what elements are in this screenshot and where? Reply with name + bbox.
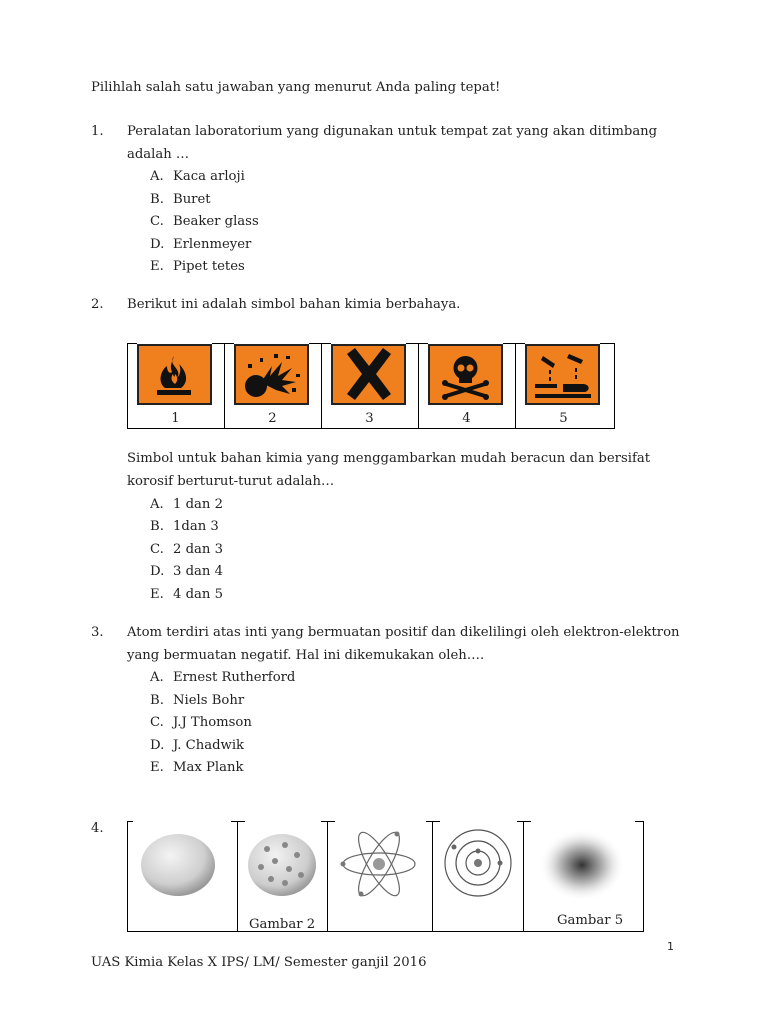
option-text: 1 dan 2: [173, 497, 223, 512]
bohr-model-icon: [442, 827, 514, 899]
option-text: Ernest Rutherford: [173, 670, 296, 685]
corrosive-icon: [525, 344, 600, 405]
option-letter: B.: [150, 192, 164, 207]
option-text: Niels Bohr: [173, 693, 245, 708]
question-text: korosif berturut-turut adalah…: [127, 474, 335, 489]
hazard-cell: [515, 343, 612, 429]
atom-cell: [523, 821, 643, 932]
option-letter: C.: [150, 542, 164, 557]
flammable-icon: [137, 344, 212, 405]
question-text: Simbol untuk bahan kimia yang menggambarkan mudah beracun dan bersifat: [127, 451, 651, 466]
question-number: 4.: [91, 821, 104, 836]
instruction: Pilihlah salah satu jawaban yang menurut Anda paling tepat!: [91, 80, 501, 95]
figure-label: Gambar 2: [249, 917, 316, 932]
symbol-number-label: 1: [171, 411, 180, 426]
option-letter: A.: [150, 670, 164, 685]
option-text: Erlenmeyer: [173, 237, 252, 252]
option-text: Max Plank: [173, 760, 244, 775]
page-number: 1: [667, 940, 674, 953]
option-text: J.J Thomson: [173, 715, 252, 730]
option-letter: D.: [150, 738, 165, 753]
option-letter: B.: [150, 519, 164, 534]
option-letter: A.: [150, 497, 164, 512]
option-text: Buret: [173, 192, 211, 207]
atom-model-table: [127, 821, 644, 932]
question-text: yang bermuatan negatif. Hal ini dikemukakan oleh….: [127, 648, 485, 663]
option-text: J. Chadwik: [173, 738, 245, 753]
option-text: 4 dan 5: [173, 587, 223, 602]
figure-label: Gambar 5: [557, 913, 624, 928]
harmful-x-icon: [331, 344, 406, 405]
electron-cloud-model-icon: [537, 827, 627, 903]
hazard-cell: [418, 343, 516, 429]
question-number: 1.: [91, 124, 104, 139]
option-letter: D.: [150, 237, 165, 252]
toxic-skull-icon: [428, 344, 503, 405]
option-letter: A.: [150, 169, 164, 184]
option-letter: B.: [150, 693, 164, 708]
atom-cell: [432, 821, 524, 932]
hazard-cell: [127, 343, 225, 429]
option-letter: E.: [150, 587, 164, 602]
question-text: Atom terdiri atas inti yang bermuatan positif dan dikelilingi oleh elektron-elektron: [127, 625, 680, 640]
question-number: 3.: [91, 625, 104, 640]
atom-cell: [327, 821, 433, 932]
atom-cell: [237, 821, 328, 932]
option-text: 3 dan 4: [173, 564, 223, 579]
option-text: 2 dan 3: [173, 542, 223, 557]
explosive-icon: [234, 344, 309, 405]
plum-pudding-model-icon: [245, 831, 319, 899]
hazard-cell: [224, 343, 322, 429]
footer-text: UAS Kimia Kelas X IPS/ LM/ Semester ganjil 2016: [91, 955, 427, 970]
option-letter: E.: [150, 259, 164, 274]
rutherford-model-icon: [339, 831, 419, 897]
option-text: 1dan 3: [173, 519, 219, 534]
question-number: 2.: [91, 297, 104, 312]
atom-cell: [127, 821, 238, 932]
option-letter: E.: [150, 760, 164, 775]
question-text: Peralatan laboratorium yang digunakan untuk tempat zat yang akan ditimbang: [127, 124, 658, 139]
hazard-cell: [321, 343, 419, 429]
symbol-number-label: 5: [559, 411, 568, 426]
symbol-number-label: 3: [365, 411, 374, 426]
option-letter: C.: [150, 214, 164, 229]
question-text: adalah …: [127, 147, 190, 162]
option-text: Pipet tetes: [173, 259, 245, 274]
option-letter: D.: [150, 564, 165, 579]
option-text: Kaca arloji: [173, 169, 245, 184]
option-text: Beaker glass: [173, 214, 259, 229]
symbol-number-label: 4: [462, 411, 471, 426]
option-letter: C.: [150, 715, 164, 730]
symbol-number-label: 2: [268, 411, 277, 426]
question-text: Berikut ini adalah simbol bahan kimia berbahaya.: [127, 297, 461, 312]
solid-sphere-model-icon: [139, 833, 217, 897]
hazard-symbol-table: [127, 343, 615, 429]
